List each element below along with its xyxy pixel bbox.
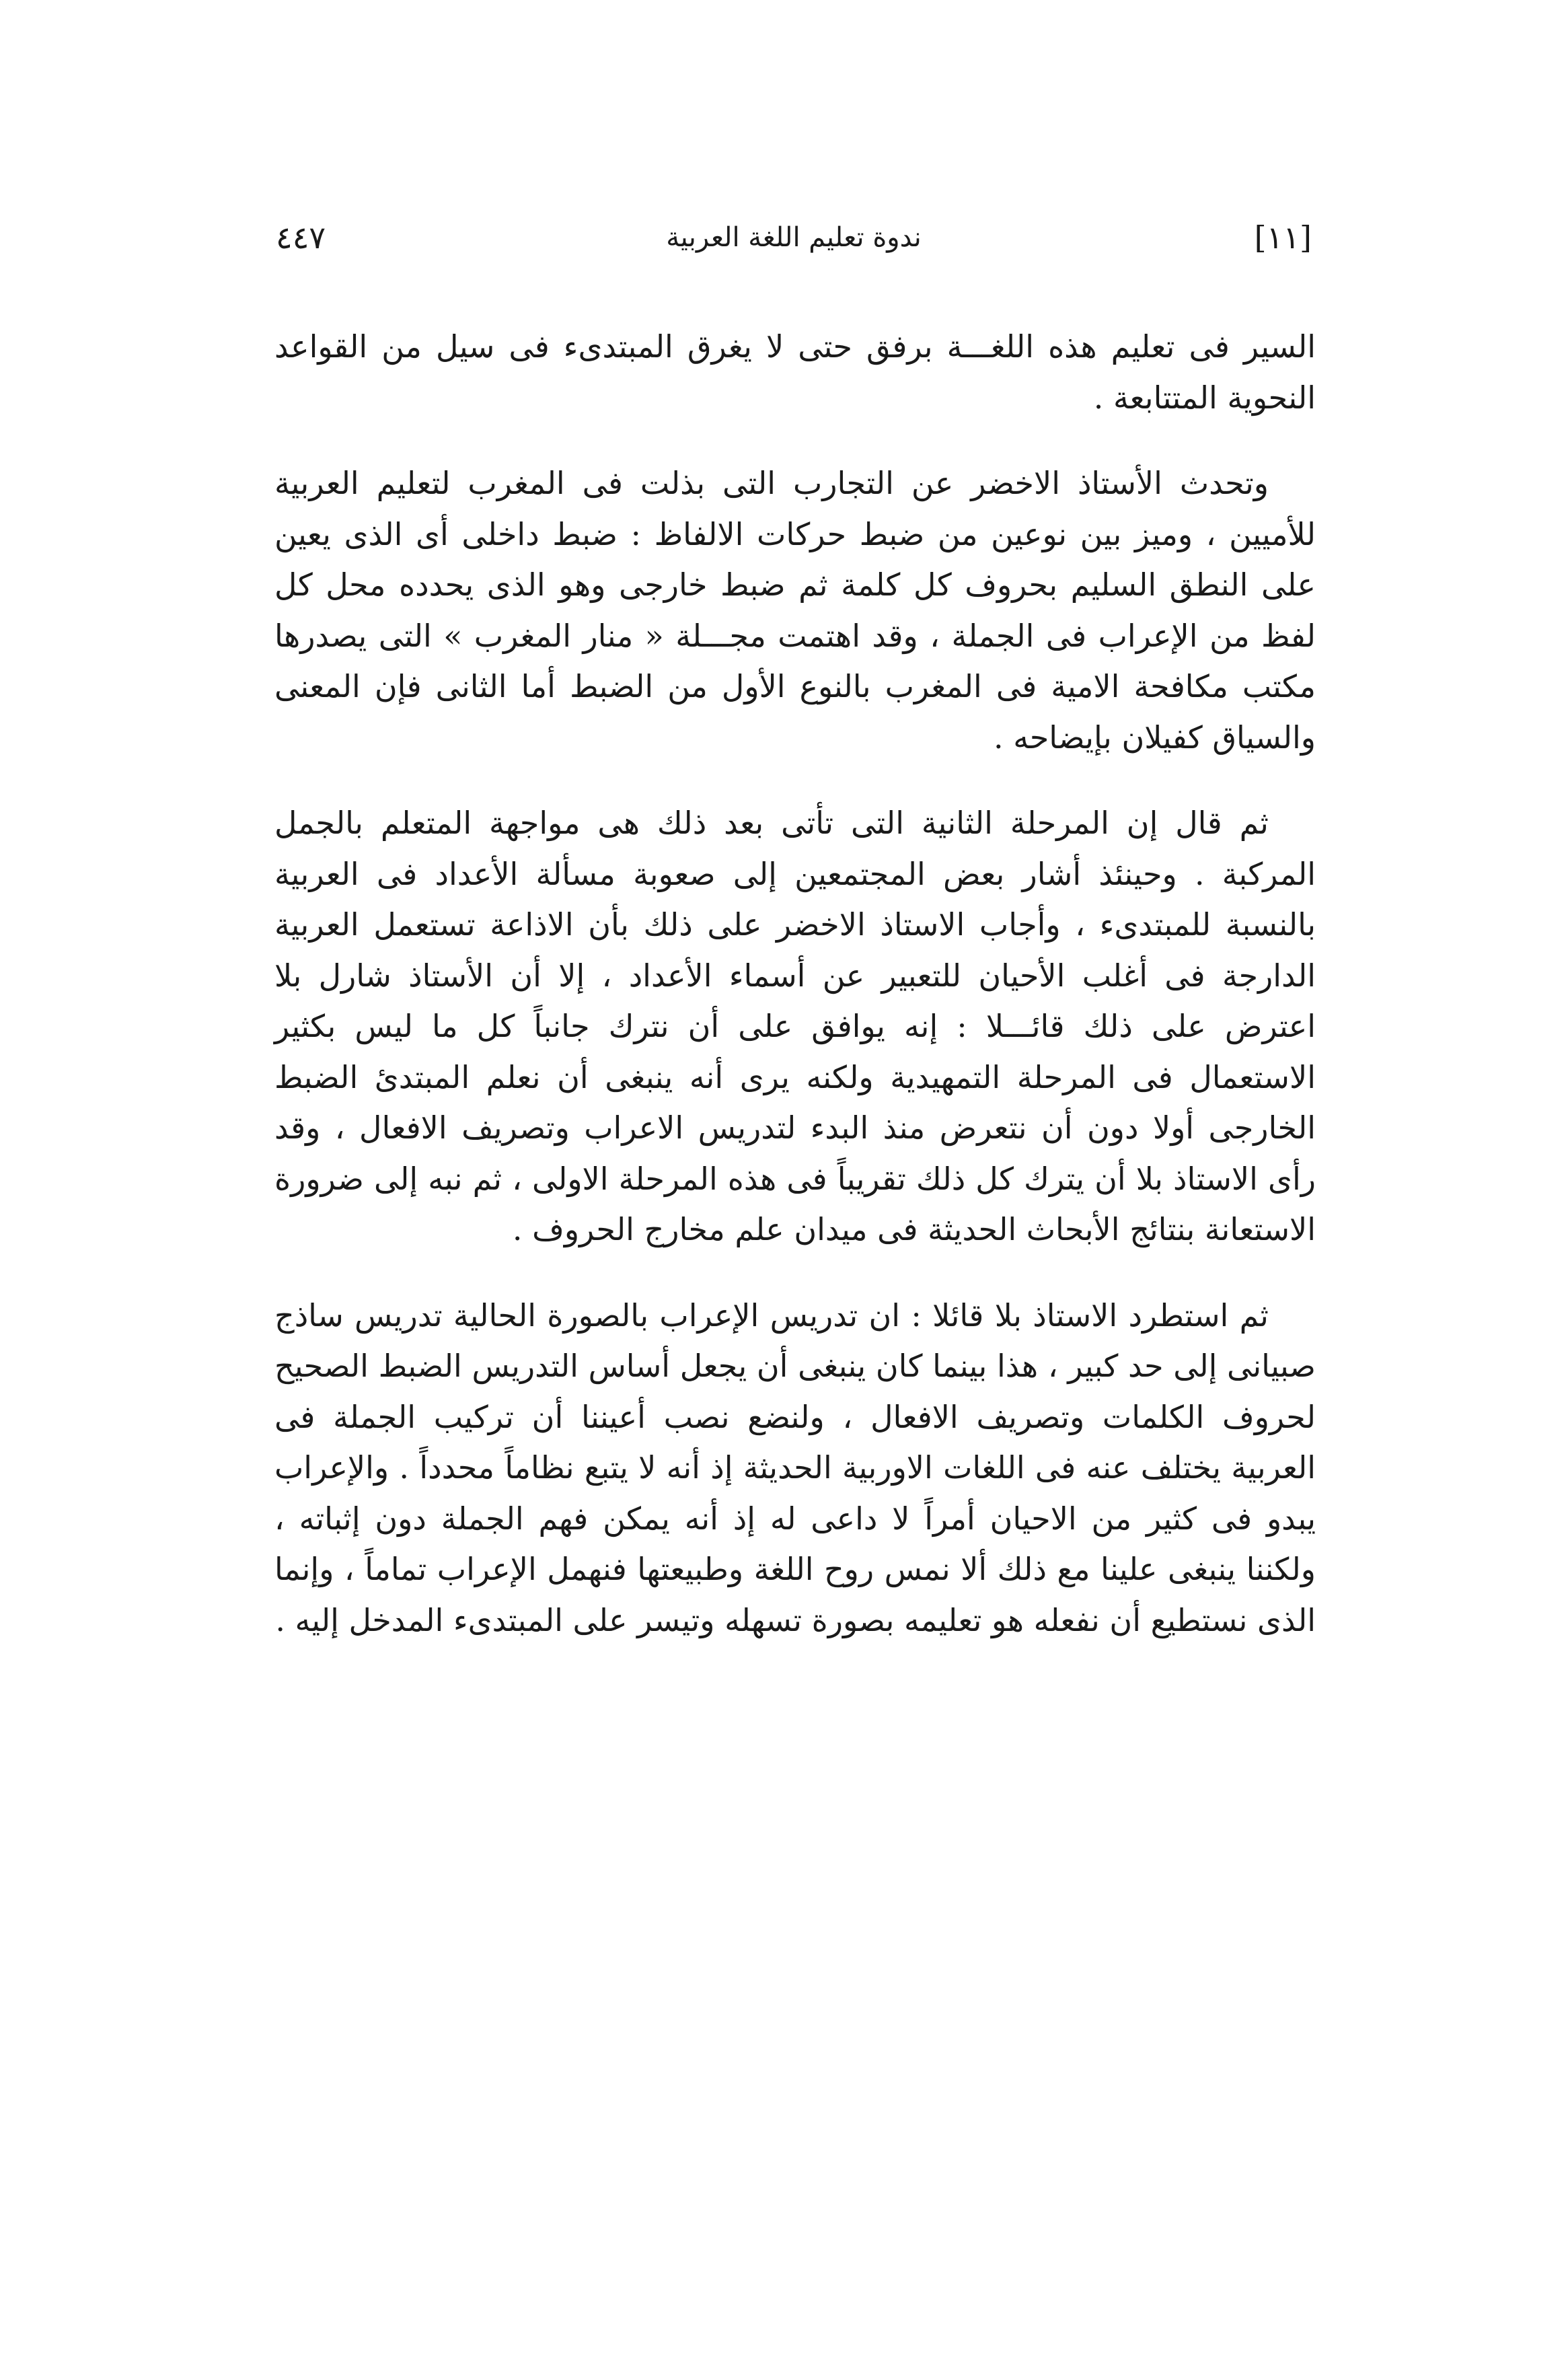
paragraph-continuation: السير فى تعليم هذه اللغـــة برفق حتى لا يغرق المبتدىء فى سيل من القواعد النحوية المتتابعة . <box>274 328 1316 416</box>
paragraph: وتحدث الأستاذ الاخضر عن التجارب التى بذلت فى المغرب لتعليم العربية للأميين ، وميز بين نوعين من ضبط حركات الالفاظ : ضبط داخلى أى الذى يعين على النطق السليم بحروف كل كلمة ثم ضبط خارجى وهو الذى يحدده محل كل لفظ من الإعراب فى الجملة ، وقد اهتمت مجـــلة « منار المغرب » التى يصدرها مكتب مكافحة الامية فى المغرب بالنوع الأول من الضبط أما الثانى فإن المعنى والسياق كفيلان بإيضاحه . <box>274 465 1316 756</box>
paragraph: ثم استطرد الاستاذ بلا قائلا : ان تدريس الإعراب بالصورة الحالية تدريس ساذج صبيانى إلى حد كبير ، هذا بينما كان ينبغى أن يجعل أساس التدريس الضبط الصحيح لحروف الكلمات وتصريف الافعال ، ولنضع نصب أعيننا أن تركيب الجملة فى العربية يختلف عنه فى اللغات الاوربية الحديثة إذ أنه لا يتبع نظاماً محدداً . والإعراب يبدو فى كثير من الاحيان أمراً لا داعى له إذ أنه يمكن فهم الجملة دون إثباته ، ولكننا ينبغى علينا مع ذلك ألا نمس روح اللغة وطبيعتها فنهمل الإعراب تماماً ، وإنما الذى نستطيع أن نفعله هو تعليمه بصورة تسهله وتيسر على المبتدىء المدخل إليه . <box>274 1297 1316 1638</box>
section-number: [١١] <box>1254 219 1312 256</box>
body-text <box>274 322 1316 1681</box>
paragraph: ثم قال إن المرحلة الثانية التى تأتى بعد ذلك هى مواجهة المتعلم بالجمل المركبة . وحينئذ أشار بعض المجتمعين إلى صعوبة مسألة الأعداد فى العربية بالنسبة للمبتدىء ، وأجاب الاستاذ الاخضر على ذلك بأن الاذاعة تستعمل العربية الدارجة فى أغلب الأحيان للتعبير عن أسماء الأعداد ، إلا أن الأستاذ شارل بلا اعترض على ذلك قائـــلا : إنه يوافق على أن نترك جانباً كل ما ليس بكثير الاستعمال فى المرحلة التمهيدية ولكنه يرى أنه ينبغى أن نعلم المبتدئ الضبط الخارجى أولا دون أن نتعرض منذ البدء لتدريس الاعراب وتصريف الافعال ، وقد رأى الاستاذ بلا أن يترك كل ذلك تقريباً فى هذه المرحلة الاولى ، ثم نبه إلى ضرورة الاستعانة بنتائج الأبحاث الحديثة فى ميدان علم مخارج الحروف . <box>274 805 1316 1247</box>
running-title: ندوة تعليم اللغة العربية <box>666 222 922 253</box>
page-number: ٤٤٧ <box>276 219 326 256</box>
running-head <box>276 214 1312 261</box>
